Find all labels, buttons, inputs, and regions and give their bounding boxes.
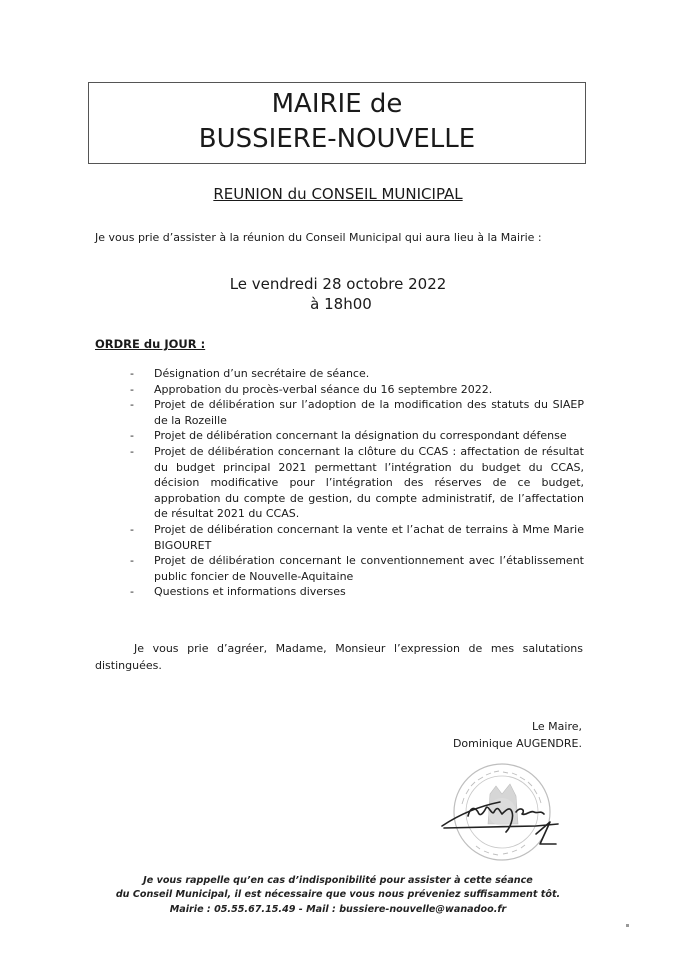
title-commune: BUSSIERE-NOUVELLE bbox=[198, 124, 476, 154]
title-mairie: MAIRIE de bbox=[271, 89, 403, 119]
agenda-heading: ORDRE du JOUR : bbox=[95, 337, 206, 351]
signature-block bbox=[0, 718, 582, 752]
meeting-date: Le vendredi 28 octobre 2022 bbox=[229, 275, 447, 293]
footer-notice bbox=[0, 874, 676, 918]
agenda-item bbox=[130, 522, 584, 553]
agenda-item bbox=[130, 428, 584, 444]
agenda-item-text: Questions et informations diverses bbox=[154, 585, 346, 599]
agenda-item bbox=[130, 444, 584, 522]
signatory-name: Dominique AUGENDRE. bbox=[452, 736, 582, 750]
bullet-dash: - bbox=[130, 382, 134, 396]
agenda-item bbox=[130, 366, 584, 382]
agenda-item-text: Désignation d’un secrétaire de séance. bbox=[154, 367, 370, 380]
official-stamp-and-signature bbox=[440, 754, 560, 869]
scan-speck bbox=[626, 924, 629, 927]
agenda-item-text: Projet de délibération sur l’adoption de la modification des statuts du SIAEP de la Rozeille bbox=[154, 398, 584, 427]
bullet-dash: - bbox=[130, 367, 134, 380]
bullet-dash: - bbox=[130, 429, 134, 443]
signatory-title: Le Maire, bbox=[531, 719, 582, 733]
agenda-item bbox=[130, 397, 584, 428]
agenda-item-text: Approbation du procès-verbal séance du 16 septembre 2022. bbox=[154, 382, 493, 396]
agenda-item bbox=[130, 584, 584, 600]
footer-line-1: Je vous rappelle qu’en cas d’indisponibilité pour assister à cette séance bbox=[143, 874, 533, 886]
closing-paragraph: Je vous prie d’agréer, Madame, Monsieur l’expression de mes salutations distinguées. bbox=[95, 641, 583, 672]
bullet-dash: - bbox=[130, 585, 134, 599]
intro-paragraph: Je vous prie d’assister à la réunion du Conseil Municipal qui aura lieu à la Mairie : bbox=[95, 231, 542, 244]
agenda-item-text: Projet de délibération concernant la désignation du correspondant défense bbox=[154, 429, 567, 443]
agenda-item-text: Projet de délibération concernant la vente et l’achat de terrains à Mme Marie BIGOURET bbox=[154, 522, 584, 552]
stamp-area bbox=[0, 754, 676, 872]
meeting-time: à 18h00 bbox=[310, 295, 372, 313]
header-title-box bbox=[88, 82, 586, 164]
bullet-dash: - bbox=[130, 444, 134, 458]
agenda-item bbox=[130, 553, 584, 584]
agenda-item-text: Projet de délibération concernant le conventionnement avec l’établissement public foncier de Nouvelle-Aquitaine bbox=[154, 554, 584, 583]
bullet-dash: - bbox=[130, 398, 134, 412]
bullet-dash: - bbox=[130, 522, 134, 536]
footer-line-2: du Conseil Municipal, il est nécessaire que vous nous préveniez suffisamment tôt. bbox=[115, 889, 561, 901]
agenda-item bbox=[130, 382, 584, 398]
document-subtitle: REUNION du CONSEIL MUNICIPAL bbox=[213, 185, 463, 203]
agenda-item-text: Projet de délibération concernant la clôture du CCAS : affectation de résultat du budget principal 2021 permettant l’intégration du budget du CCAS, décision modificative pour l’intégration des réserves de ce budget, approbation du compte de gestion, du compte administratif, de l’affectation de résultat 2021 du CCAS. bbox=[154, 444, 584, 521]
footer-contact: Mairie : 05.55.67.15.49 - Mail : bussiere-nouvelle@wanadoo.fr bbox=[169, 903, 507, 915]
bullet-dash: - bbox=[130, 554, 134, 568]
meeting-datetime bbox=[0, 274, 676, 314]
agenda-list bbox=[130, 366, 584, 600]
